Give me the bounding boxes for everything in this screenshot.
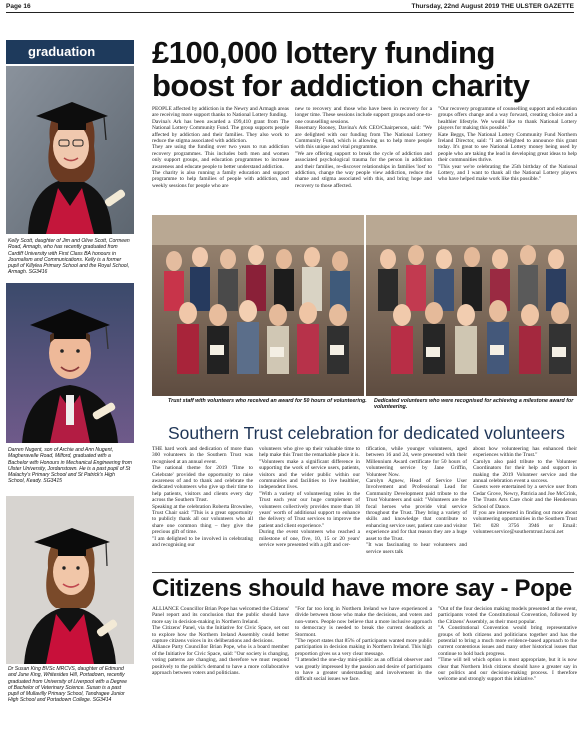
paragraph: "I am delighted to be involved in celebrating and recognising our: [152, 535, 253, 549]
lottery-headline-line-2: boost for addiction charity: [152, 68, 530, 103]
paragraph: Speaking at the celebration Roberta Brownlee, Trust Chair said: "This is a great opportunity to publicly thank all our volunteers who all share one common thing – they give the precious gift of time.: [152, 503, 253, 536]
paragraph: volunteers who give up their valuable time to help make this Trust the remarkable place it is.: [259, 446, 360, 459]
graduate-caption-1: Kelly Scott, daughter of Jim and Olive Scott, Cormeen Road, Armagh, who has recently graduated from Cardiff University with First Class BA honours in Journalism and Communications. Kelly is a former pupil of Killylea Primary School and the Royal School, Armagh. SG3416: [8, 238, 130, 276]
paragraph: "A Constitutional Convention would bring representative groups of both citizens and politicians together and has the potential to bring a much more evidence-based approach to the current contentious issues and many other historical issues that continue to hold back progress.: [438, 625, 577, 657]
graduate-caption-3: Dr Susan King BVSc MRCVS, daughter of Edmund and June King, Whitesides Hill, Portadown, recently graduated from University of Liverpool with a Degree of Bachelor of Veterinary Science. Susan is a past pupil of Mullavilly Primary School, Tandragee Junior High School and Portadown College. SG3414: [8, 666, 127, 704]
paragraph: During the event volunteers who reached a milestone of one, five, 10, 15 or 20 years' service were presented with a gift and cer-: [259, 529, 360, 549]
lottery-story-col-2: [295, 106, 432, 189]
paragraph: Guests were entertained by a service user from Cedar Grove, Newry, Patricia and Joe McCrink, The Trusts Arts Care choir and the Henderson School of Dance.: [473, 484, 577, 510]
lottery-headline-line-1: £100,000 lottery funding: [152, 35, 495, 70]
pope-headline: Citizens should have more say - Pope: [152, 575, 572, 602]
paragraph: Carolyn Agnew, Head of Service User Involvement and Professional Lead for Community Development paid tribute to the Trust Volunteers and said: "Volunteers are the focal heroes who provide vital service throughout the Trust. They bring a variety of skills and knowledge that contribute to enhancing service user, patient care and visitor experience and for that reason they are a huge asset to the Trust.: [366, 478, 467, 542]
graduation-banner: graduation: [6, 40, 134, 64]
photo-caption-left: Trust staff with volunteers who received an award for 50 hours of volunteering.: [168, 398, 367, 404]
paragraph: "This year we're celebrating the 25th birthday of the National Lottery, and I want to thank all the National Lottery players who have helped make work like this possible.": [438, 163, 577, 183]
paragraph: "For far too long in Northern Ireland we have experienced a divide between those who make the decisions, and voters and non-voters. People now believe that a more inclusive approach to democracy is needed to break the current deadlock at Stormont.: [295, 606, 432, 638]
pope-story-col-3: [438, 606, 577, 683]
paragraph: PEOPLE affected by addiction in the Newry and Armagh areas are receiving more support thanks to National Lottery funding.: [152, 106, 289, 119]
volunteers-story-col-4: [473, 446, 577, 536]
paragraph: Rosemary Rooney, Davina's Ark CEO/Chairperson, said: "We are delighted with our funding from The National Lottery Community Fund, which is allowing us to help more people with this unique and vital programme.: [295, 125, 432, 151]
paragraph: Carolyn also paid tribute to the Volunteer Coordinators for their help and support in making the 2019 Volunteer service and the annual celebration event a success.: [473, 458, 577, 485]
paragraph: new to recovery and those who have been in recovery for a longer time. These sessions include support groups and one-to-one counselling sessions.: [295, 106, 432, 125]
graduate-photo-3: [6, 496, 134, 664]
paragraph: "It was fascinating to hear volunteers and service users talk: [366, 542, 467, 555]
paragraph: "Time will tell which option is most appropriate, but it is now clear that Northern Irish citizens should have a greater say in our politics and our decision-making process. I therefore welcome and strongly support this initiative.": [438, 657, 577, 683]
volunteers-story-col-2: [259, 446, 360, 549]
graduate-caption-2: Darren Nugent, son of Archie and Ann Nugent, Magheravelle Road, Milford, graduated with a Bachelor with Honours in Mechanical Engineering from Ulster University, Jordanstown. He is a past pupil of St Malachy's Primary School and St Patrick's High School, Keady. SG3415: [8, 447, 133, 485]
lottery-headline: [152, 36, 577, 102]
graduate-photo-1: [6, 66, 134, 234]
page-date: Thursday, 22nd August 2019 THE ULSTER GAZETTE: [411, 3, 574, 10]
volunteers-story-col-1: [152, 446, 253, 549]
paragraph: "Volunteers make a significant difference in supporting the work of service users, patients, visitors and the wider public within our communities and facilities to live healthier, independent lives.: [259, 458, 360, 491]
paragraph: "Our recovery programme of counselling support and education groups offers change and a way forward, creating choice and a healthier lifestyle. We would like to thank National Lottery players for making this possible.": [438, 106, 577, 132]
paragraph: The national theme for 2019 'Time to Celebrate' provided the opportunity to raise awareness of and to thank and celebrate the dedicated volunteers who give up their time to help patients, visitors and clients every day across the Southern Trust.: [152, 465, 253, 504]
paragraph: "I attended the one-day mini-public as an official observer and was greatly impressed by the passion and desire of participants to have a greater understanding and involvement in the difficult social issues we face.: [295, 657, 432, 683]
paragraph: Alliance Party Councillor Brian Pope, who is a board member of the Initiative for Civic Space, said: "Our society is changing, voting patterns are changing, and therefore we must respond positively to the public's demand to have a more collaborative approach between voters and politicians.: [152, 644, 289, 677]
page-number: Page 16: [6, 3, 31, 10]
paragraph: If you are interested in finding out more about volunteering opportunities in the Southern Trust Tel: 028 3756 3946 or Email: volunteer.service@southerntrust.hscni.net: [473, 510, 577, 536]
paragraph: They are using the funding over two years to run addiction recovery programmes. This includes both men and women only support groups, and education programmes to increase awareness and educate people to better understand addiction.: [152, 144, 289, 170]
paragraph: The charity is also running a family education and support programme to help families of people with addiction, and weekly sessions for people who are: [152, 170, 289, 189]
paragraph: tification, while younger volunteers, aged between 16 and 24, were presented with their Millennium Award certificate for 50 hours of volunteering service by Jane Griffin, Volunteer Now.: [366, 446, 467, 478]
page-header: [6, 2, 574, 12]
paragraph: "We are offering support to break the cycle of addiction and associated psychological trauma for the person in addiction and their families, re-discover relationships in families 'lost' to addiction, change the way people view addiction, reduce the shame and stigma associated with this, and bring hope and recovery to those affected.: [295, 150, 432, 189]
volunteers-headline: Southern Trust celebration for dedicated volunteers: [168, 423, 565, 443]
pope-story-col-1: [152, 606, 289, 676]
paragraph: "With a variety of volunteering roles in the Trust each year our huge complement of volunteers collectively provides more than 18 years' worth of additional support to enhance the delivery of Trust services to improve the patient and client experience.": [259, 490, 360, 529]
paragraph: ALLIANCE Councillor Brian Pope has welcomed the Citizens' Panel report and its conclusion that the public should have more say in decision-making in Northern Ireland.: [152, 606, 289, 625]
lottery-story-col-3: [438, 106, 577, 183]
graduate-photo-2: [6, 283, 134, 443]
header-rule: [6, 12, 574, 13]
volunteers-story-col-3: [366, 446, 467, 555]
pope-story-col-2: [295, 606, 432, 683]
paragraph: THE hard work and dedication of more than 300 volunteers in the Southern Trust was recognised at an annual event.: [152, 446, 253, 465]
paragraph: "Out of the four decision making models presented at the event, participants voted the Constitutional Convention, followed by the Citizens' Assembly, as their most popular.: [438, 606, 577, 625]
volunteers-group-photo: [152, 215, 577, 396]
paragraph: about how volunteering has enhanced their experiences within the Trust.": [473, 446, 577, 459]
paragraph: The Citizens' Panel, via the Initiative for Civic Space, set out to explore how the Northern Ireland Assembly could better capture citizens voices in its deliberations and decisions.: [152, 625, 289, 645]
lottery-story-col-1: [152, 106, 289, 189]
photo-caption-right: Dedicated volunteers who were recognised for achieving a milestone award for volunteering.: [374, 398, 574, 411]
paragraph: "The report states that 85% of participants wanted more public participation in decision making in Northern Ireland. This high proportion gives us a very clear message.: [295, 638, 432, 657]
paragraph: Kate Beggs, The National Lottery Community Fund Northern Ireland Director, said: "I am delighted to announce this grant today. It's great to see National Lottery money being used by people who are taking the lead in developing great ideas to help their communities thrive.: [438, 131, 577, 164]
section-divider: [152, 572, 574, 573]
paragraph: Davina's Ark has been awarded a £99,410 grant from The National Lottery Community Fund. The group supports people affected by addiction and their families. They also work to reduce the stigma associated with addiction.: [152, 118, 289, 145]
